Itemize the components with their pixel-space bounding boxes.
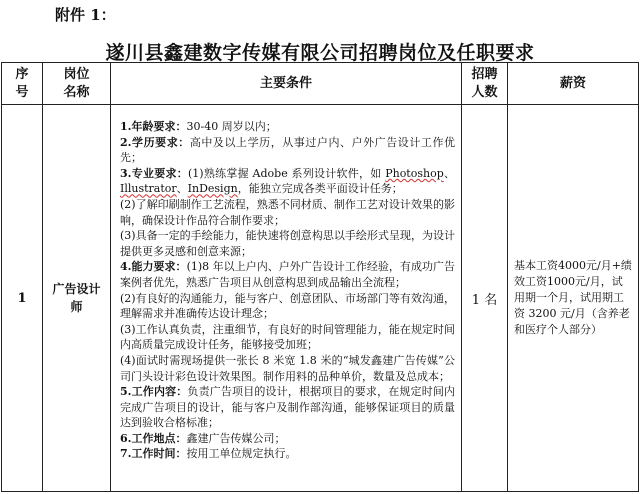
- condition-abilities-4: (4)面试时需现场提供一张长 8 米宽 1.8 米的“城发鑫建广告传媒”公司门头设计彩色设计效果图。制作用料的品种单价，数量及总成本；: [120, 353, 455, 383]
- row-salary: 基本工资4000元/月+绩效工资1000元/月，试用期一个月，试用期工资 3200 元/月（含养老和医疗个人部分）: [508, 105, 639, 492]
- header-position: 岗位 名称: [43, 63, 111, 105]
- row-count: 1 名: [462, 105, 508, 492]
- row-position: 广告设计 师: [43, 105, 111, 492]
- condition-abilities-3: (3)工作认真负责，注重细节，有良好的时间管理能力，能在规定时间内高质量完成设计任务，能够接受加班；: [120, 322, 455, 352]
- condition-time: 7.工作时间：按用工单位规定执行。: [120, 447, 297, 461]
- recruitment-table: [1, 62, 639, 492]
- table-header-row: [2, 63, 639, 105]
- condition-location: 6.工作地点：鑫建广告传媒公司；: [120, 431, 286, 445]
- row-seq: 1: [2, 105, 43, 492]
- condition-abilities-2: (2)有良好的沟通能力，能与客户、创意团队、市场部门等有效沟通，理解需求并准确传达设计理念；: [120, 291, 455, 321]
- condition-professional: 3.专业要求：(1)熟练掌握 Adobe 系列设计软件，如 Photoshop、Illustrator、InDesign，能独立完成各类平面设计任务；: [120, 166, 455, 196]
- row-conditions: [111, 105, 462, 492]
- header-conditions: 主要条件: [111, 63, 462, 105]
- condition-abilities: 4.能力要求：(1)8 年以上户内、户外广告设计工作经验，有成功广告案例者优先，熟悉广告项目从创意构思到成品输出全流程；: [120, 260, 455, 289]
- header-salary: 薪资: [508, 63, 639, 105]
- table-row: [2, 105, 639, 492]
- condition-education: 2.学历要求：高中及以上学历，从事过户内、户外广告设计工作优先；: [120, 135, 456, 165]
- condition-professional-2: (2)了解印刷制作工艺流程，熟悉不同材质、制作工艺对设计效果的影响，确保设计作品符合制作要求；: [120, 197, 455, 227]
- page-title: 遂川县鑫建数字传媒有限公司招聘岗位及任职要求: [105, 42, 535, 64]
- condition-content: 5.工作内容：负责广告项目的设计，根据项目的要求，在规定时间内完成广告项目的设计，能与客户及制作部沟通，能够保证项目的质量达到验收合格标准；: [120, 385, 456, 430]
- header-count: 招聘 人数: [462, 63, 508, 105]
- condition-age: 1.年龄要求：30-40 周岁以内；: [120, 120, 277, 133]
- attachment-label: 附件 1：: [55, 6, 116, 24]
- condition-professional-3: (3)具备一定的手绘能力，能快速将创意构思以手绘形式呈现，为设计提供更多灵感和创意来源；: [120, 229, 455, 258]
- header-seq: 序 号: [2, 63, 43, 105]
